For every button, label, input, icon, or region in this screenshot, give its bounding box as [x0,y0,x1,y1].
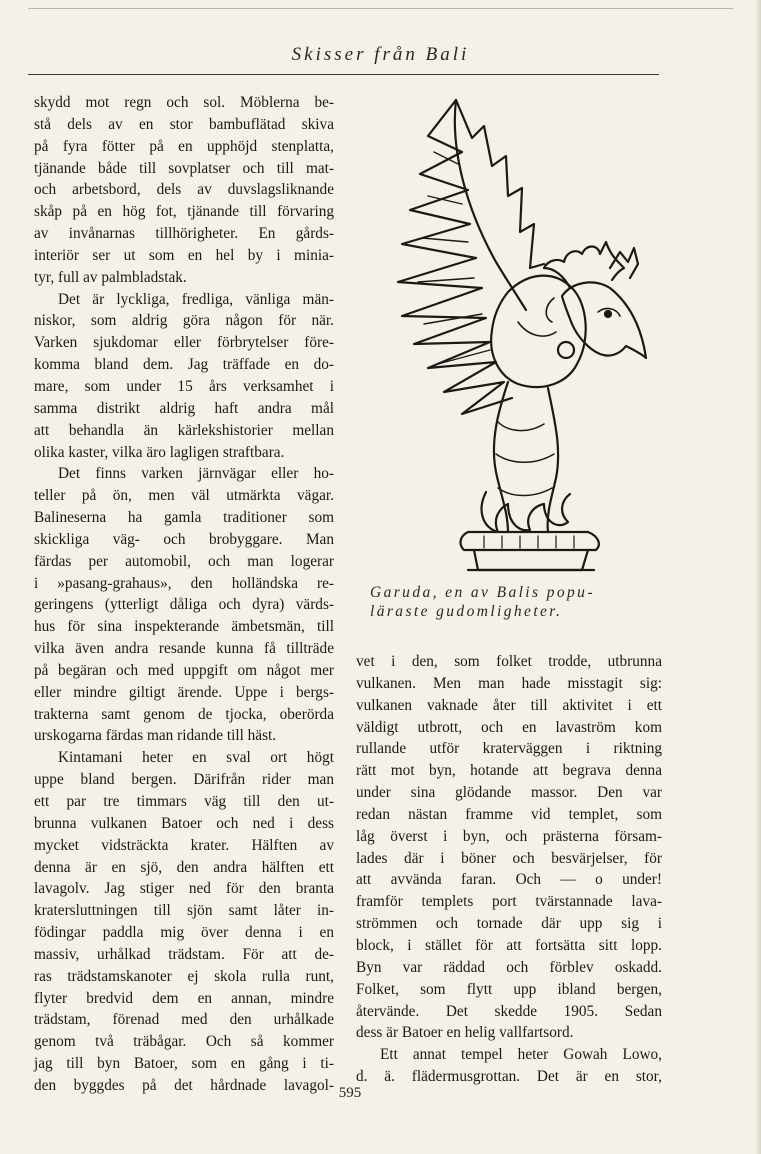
text-line: geringens (ytterligt dåliga och dyra) värds- [34,596,334,614]
text-line: d. ä. flädermusgrottan. Det är en stor, [356,1068,662,1086]
text-line: uppe bland bergen. Därifrån rider man [34,771,334,789]
text-line: urskogarna färdas man ridande till häst. [34,727,277,745]
text-line: olika kaster, vilka äro lagligen straftbara. [34,443,285,461]
text-line: Byn var räddad och förblev oskadd. [356,958,662,976]
text-line: mycket vidsträckta krater. Hälften av [34,836,334,854]
text-line: i »pasang-grahaus», den holländska re- [34,574,334,592]
text-line: interiör ser ut som en hel by i minia- [34,246,334,264]
text-line: vilka även andra resande kunna få tillträde [34,640,334,658]
caption-line: läraste gudomligheter. [370,603,563,620]
text-line: tjänande både till sovplatser och till mat- [34,159,334,177]
text-line: födingar paddla mig över denna i en [34,924,334,942]
header-rule [28,74,659,75]
text-line: framför templets port tvärstannade lava- [356,893,662,911]
text-line: låg överst i byn, och prästerna försam- [356,827,662,845]
text-line: denna är en sjö, den andra hälften ett [34,858,334,876]
text-line: massiv, urhålkad trädstam. För att de- [34,945,334,963]
text-line: Ett annat tempel heter Gowah Lowo, [380,1046,662,1064]
text-line: jag till byn Batoer, som en gång i ti- [34,1055,334,1073]
figure-caption [358,583,668,621]
text-line: rullande utför kraterväggen i riktning [356,740,662,758]
text-line: att avvända faran. Och — o under! [356,871,662,889]
text-line: stå dels av en stor bambuflätad skiva [34,115,334,133]
text-line: flyter bredvid dem en annan, mindre [34,989,334,1007]
text-line: dess är Batoer en helig vallfartsord. [356,1024,574,1042]
text-line: vet i den, som folket trodde, utbrunna [356,653,662,670]
text-line: teller på ön, men väl utmärkta vägar. [34,487,334,505]
text-line: på fyra fötter på en upphöjd stenplatta, [34,137,334,155]
text-line: av invånarnas tillhörigheter. En gårds- [34,225,334,243]
text-line: kratersluttningen till sjön samt låter in- [34,902,334,920]
running-head: Skisser från Bali [291,44,470,65]
caption-line: Garuda, en av Balis popu- [370,584,595,601]
text-line: vulkanen. Men man hade misstagit sig: [356,674,662,692]
text-line: niskor, som aldrig göra någon för när. [34,312,334,330]
text-line: rätt mot byn, hotande att begrava denna [356,762,662,780]
text-line: vulkanen vaknade åter till aktivitet i ett [356,696,662,714]
text-line: Balineserna ha gamla traditioner som [34,509,334,527]
text-line: mare, som under 15 års verksamhet i [34,377,334,395]
text-line: färdas per automobil, och man logerar [34,552,334,570]
text-line: på begäran och med uppgift om något mer [34,661,334,679]
garuda-illustration [358,92,658,582]
text-line: brunna vulkanen Batoer och ned i dess [34,814,334,832]
page-edge-shadow [755,0,761,1154]
text-line: återvände. Det skedde 1905. Sedan [356,1002,662,1020]
text-line: tyr, full av palmbladstak. [34,268,187,286]
text-line: strömmen och tornade där upp sig i [356,915,662,933]
right-text-column [356,651,662,1088]
text-line: ett par tre timmars väg till den ut- [34,793,334,810]
text-line: att behandla än kärlekshistorier mellan [34,421,334,439]
text-line: lades där i böner och besvärjelser, för [356,849,662,867]
text-line: skickliga väg- och brobyggare. Man [34,530,334,548]
text-line: genom två träbågar. Och så kommer [34,1033,334,1051]
text-line: block, i stället för att fortsätta sitt lopp. [356,936,662,954]
text-line: skydd mot regn och sol. Möblerna be- [34,94,334,111]
text-line: Folket, som flytt upp ibland bergen, [356,980,662,998]
text-line: väldigt utbrott, och en lavaström kom [356,718,662,736]
text-line: Kintamani heter en sval ort högt [58,749,334,767]
text-line: komma bland dem. Jag träffade en do- [34,356,334,374]
text-line: under sina glödande massor. Den var [356,784,662,802]
top-edge-line [28,8,733,9]
text-line: redan nästan framme vid templet, som [356,805,662,823]
text-line: Det finns varken järnvägar eller ho- [58,465,334,483]
page-number: 595 [338,1085,362,1101]
text-line: trädstam, förenad med den urhålkade [34,1011,334,1029]
text-line: den byggdes på det hårdnade lavagol- [34,1076,334,1094]
text-line: trakterna samt genom de tjocka, oberörda [34,705,334,723]
text-line: lavagolv. Jag stiger ned för den branta [34,880,334,898]
text-line: Det är lyckliga, fredliga, vänliga män- [58,290,334,308]
text-line: ras trädstamskanoter ej skola rulla runt, [34,967,334,985]
text-line: och arbetsbord, dels av duvslagsliknande [34,181,334,199]
text-line: Varken sjukdomar eller förbrytelser före- [34,334,334,352]
text-line: hus för sina inspekterande ämbetsmän, till [34,618,334,636]
text-line: eller mindre giltigt ärende. Uppe i bergs- [34,683,334,701]
text-line: samma distrikt aldrig haft andra mål [34,399,334,417]
text-line: skåp på en hög fot, tjänande till förvaring [34,203,334,221]
left-text-column [34,92,334,1097]
